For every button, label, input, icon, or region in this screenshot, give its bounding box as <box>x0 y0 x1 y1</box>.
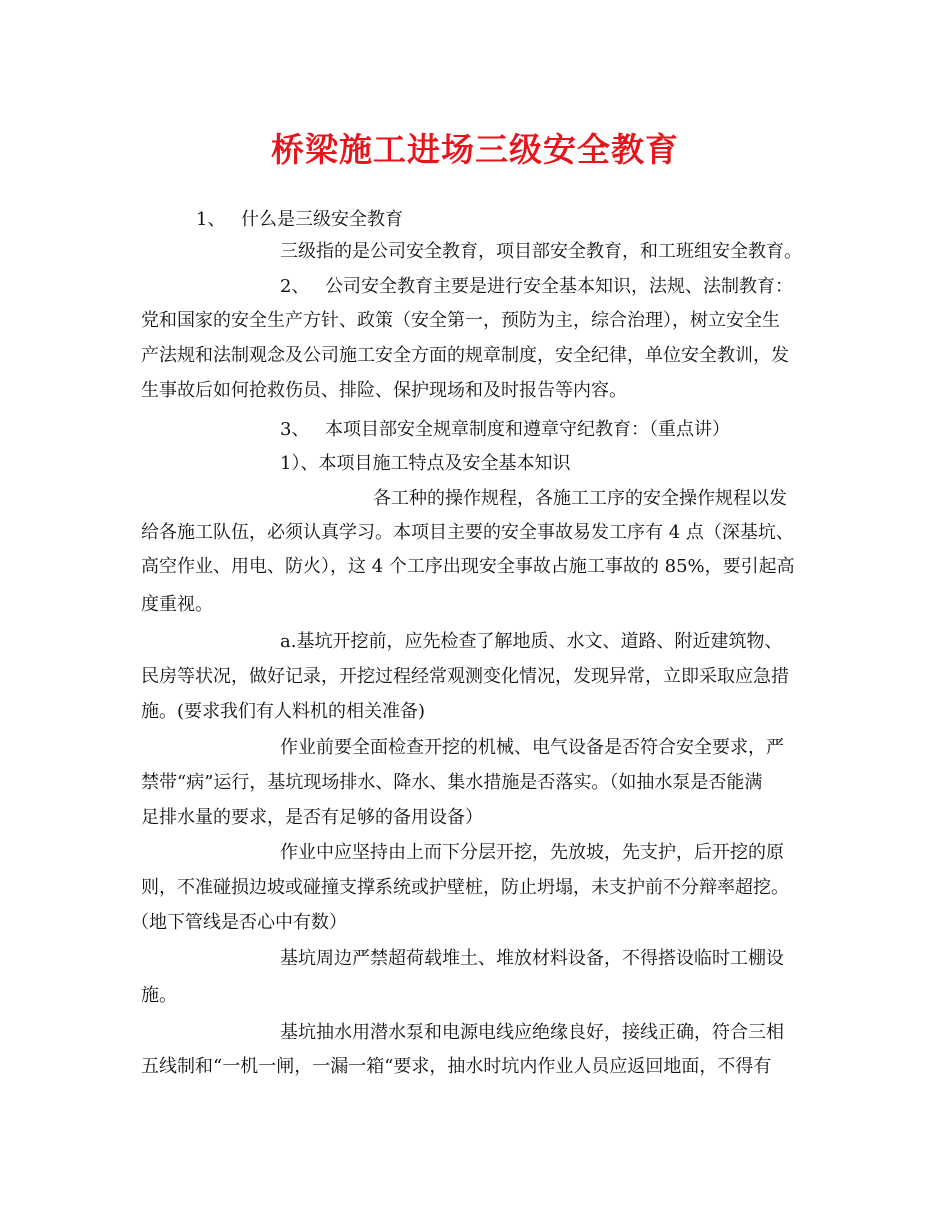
paragraph-1-line-1: 各工种的操作规程，各施工工序的安全操作规程以发 <box>373 488 787 509</box>
paragraph-e-line-2: 五线制和“一机一闸，一漏一箱“要求，抽水时坑内作业人员应返回地面，不得有 <box>141 1056 772 1077</box>
section-2-line-4: 生事故后如何抢救伤员、排险、保护现场和及时报告等内容。 <box>141 380 627 401</box>
section-2-number: 2、 <box>280 276 310 297</box>
paragraph-1-line-4: 度重视。 <box>141 594 213 615</box>
paragraph-a-line-2: 民房等状况，做好记录，开挖过程经常观测变化情况，发现异常，立即采取应急措 <box>141 666 789 687</box>
paragraph-d-line-1: 基坑周边严禁超荷载堆土、堆放材料设备，不得搭设临时工棚设 <box>280 948 784 969</box>
section-3-heading: 本项目部安全规章制度和遵章守纪教育：（重点讲） <box>325 419 730 440</box>
section-2-line-1: 公司安全教育主要是进行安全基本知识，法规、法制教育： <box>325 276 793 297</box>
section-3-number: 3、 <box>280 419 310 440</box>
section-1-number: 1、 <box>196 209 226 230</box>
paragraph-1-line-2: 给各施工队伍，必须认真学习。本项目主要的安全事故易发工序有 4 点（深基坑、 <box>141 522 794 543</box>
paragraph-a-line-1: a.基坑开挖前，应先检查了解地质、水文、道路、附近建筑物、 <box>280 631 783 652</box>
section-2-line-2: 党和国家的安全生产方针、政策（安全第一，预防为主，综合治理），树立安全生 <box>141 310 780 331</box>
paragraph-b-line-3: 足排水量的要求，是否有足够的备用设备） <box>141 807 483 828</box>
section-1-body: 三级指的是公司安全教育，项目部安全教育，和工班组安全教育。 <box>280 241 802 262</box>
paragraph-1-line-3: 高空作业、用电、防火），这 4 个工序出现安全事故占施工事故的 85%，要引起高 <box>141 556 795 577</box>
paragraph-e-line-1: 基坑抽水用潜水泵和电源电线应绝缘良好，接线正确，符合三相 <box>280 1022 784 1043</box>
paragraph-a-line-3: 施。(要求我们有人料机的相关准备) <box>141 701 426 722</box>
paragraph-b-line-2: 禁带“病”运行，基坑现场排水、降水、集水措施是否落实。（如抽水泵是否能满 <box>141 772 763 793</box>
paragraph-b-line-1: 作业前要全面检查开挖的机械、电气设备是否符合安全要求，严 <box>280 737 784 758</box>
section-2-line-3: 产法规和法制观念及公司施工安全方面的规章制度，安全纪律，单位安全教训，发 <box>141 345 789 366</box>
subsection-1-heading: 1）、本项目施工特点及安全基本知识 <box>280 453 571 474</box>
paragraph-c-line-1: 作业中应坚持由上而下分层开挖，先放坡，先支护，后开挖的原 <box>280 842 784 863</box>
paragraph-d-line-2: 施。 <box>141 985 177 1006</box>
paragraph-c-line-3: （地下管线是否心中有数） <box>131 912 347 933</box>
section-1-heading: 什么是三级安全教育 <box>241 209 403 230</box>
document-title: 桥梁施工进场三级安全教育 <box>271 130 679 169</box>
paragraph-c-line-2: 则，不准碰损边坡或碰撞支撑系统或护壁桩，防止坍塌，未支护前不分辩率超挖。 <box>141 877 789 898</box>
